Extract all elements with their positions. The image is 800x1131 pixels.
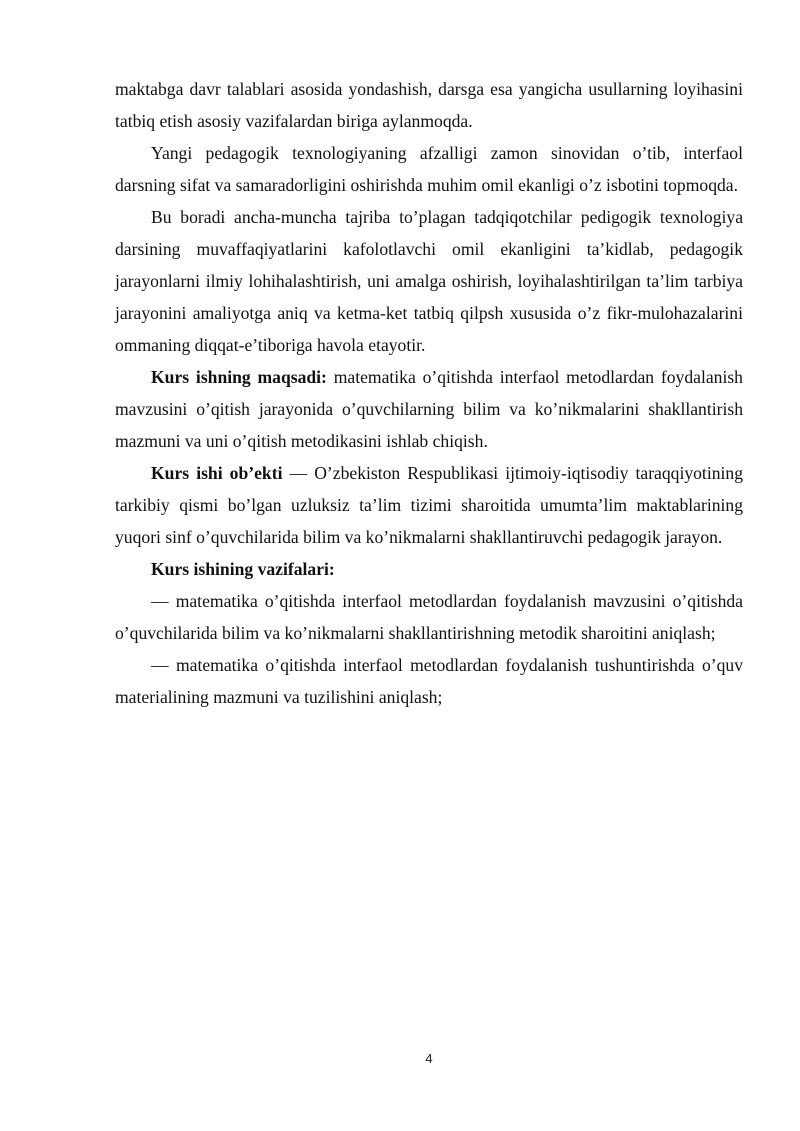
paragraph-object — [115, 457, 743, 553]
object-text: — O’zbekiston Respublikasi ijtimoiy-iqtisodiy taraqqiyotining tarkibiy qismi bo’lgan uzluksiz ta’lim tizimi sharoitida umumta’lim maktablarining yuqori sinf o’quvchilarida bilim va ko’nikmalarni shakllantiruvchi pedagogik jarayon. — [115, 463, 743, 547]
goal-label: Kurs ishning maqsadi: — [151, 367, 327, 387]
task-item-2: — matematika o’qitishda interfaol metodlardan foydalanish tushuntirishda o’quv materialining mazmuni va tuzilishini aniqlash; — [115, 655, 743, 707]
paragraph-researchers: Bu boradi ancha-muncha tajriba to’plagan tadqiqotchilar pedigogik texnologiya darsining muvaffaqiyatlarini kafolotlavchi omil ekanligini ta’kidlab, pedagogik jarayonlarni ilmiy lohihalashtirish, uni amalga oshirish, loyihalashtirilgan ta’lim tarbiya jarayonini amaliyotga aniq va ketma-ket tatbiq qilpsh xususida o’z fikr-mulohazalarini ommaning diqqat-e’tiboriga havola etayotir. — [115, 207, 743, 355]
tasks-heading-text: Kurs ishining vazifalari: — [151, 559, 335, 579]
paragraph-continuation: maktabga davr talablari asosida yondashish, darsga esa yangicha usullarning loyihasini tatbiq etish asosiy vazifalardan biriga aylanmoqda. — [115, 79, 743, 131]
paragraph-goal — [115, 361, 743, 457]
paragraph-new-technology: Yangi pedagogik texnologiyaning afzalligi zamon sinovidan o’tib, interfaol darsning sifat va samaradorligini oshirishda muhim omil ekanligi o’z isbotini topmoqda. — [115, 143, 743, 195]
document-page — [115, 73, 743, 713]
page-number: 4 — [425, 1051, 433, 1066]
object-label: Kurs ishi ob’ekti — [151, 463, 283, 483]
goal-text: matematika o’qitishda interfaol metodlardan foydalanish mavzusini o’qitish jarayonida o’quvchilarning bilim va ko’nikmalarini shakllantirish mazmuni va uni o’qitish metodikasini ishlab chiqish. — [115, 367, 743, 451]
tasks-heading — [115, 553, 743, 585]
task-item-1: — matematika o’qitishda interfaol metodlardan foydalanish mavzusini o’qitishda o’quvchilarida bilim va ko’nikmalarni shakllantirishning metodik sharoitini aniqlash; — [115, 591, 743, 643]
